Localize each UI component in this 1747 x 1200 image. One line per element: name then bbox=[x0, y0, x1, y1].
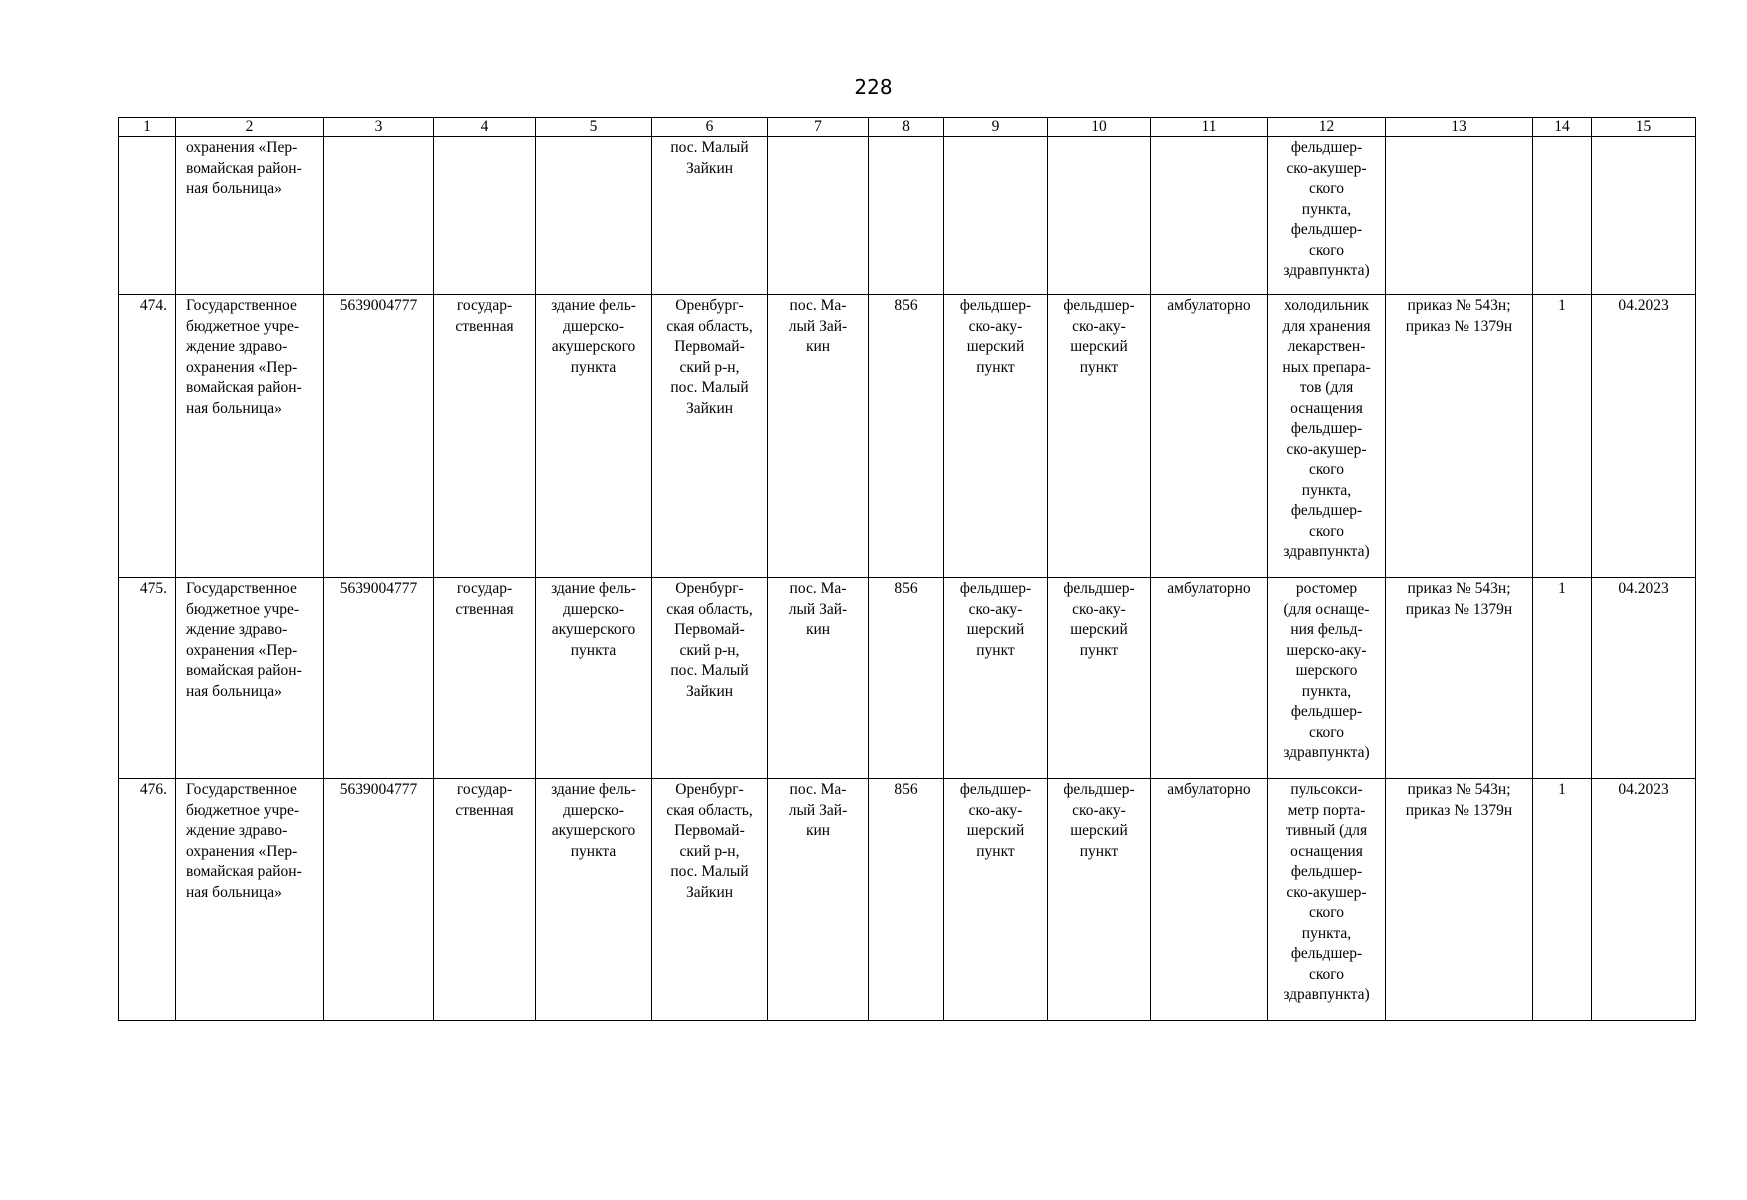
column-number: 15 bbox=[1592, 118, 1696, 137]
column-number: 1 bbox=[119, 118, 176, 137]
cell-population: 856 bbox=[869, 295, 944, 578]
cell-care-form: амбулаторно bbox=[1151, 295, 1268, 578]
cell-quantity: 1 bbox=[1533, 779, 1592, 1021]
cell-address: Оренбург- ская область, Первомай- ский р-н, пос. Малый Зайкин bbox=[652, 779, 768, 1021]
cell-organization: Государственное бюджетное учре- ждение здраво- охранения «Пер- вомайская район- ная больница» bbox=[176, 779, 324, 1021]
cell-address: Оренбург- ская область, Первомай- ский р-н, пос. Малый Зайкин bbox=[652, 295, 768, 578]
page-number: 228 bbox=[854, 75, 893, 99]
column-number: 3 bbox=[324, 118, 434, 137]
cell-date: 04.2023 bbox=[1592, 779, 1696, 1021]
cell-equipment: пульсокси- метр порта- тивный (для оснащения фельдшер- ско-акушер- ского пункта, фельдшер- ского здравпункта) bbox=[1268, 779, 1386, 1021]
cell-facility-type: фельдшер- ско-аку- шерский пункт bbox=[1048, 295, 1151, 578]
cell-locality: пос. Ма- лый Зай- кин bbox=[768, 295, 869, 578]
continued-row bbox=[119, 137, 1696, 295]
cell-empty bbox=[324, 137, 434, 295]
cell-facility-type: фельдшер- ско-аку- шерский пункт bbox=[944, 779, 1048, 1021]
cell-care-form: амбулаторно bbox=[1151, 779, 1268, 1021]
cell-inn: 5639004777 bbox=[324, 578, 434, 779]
cell-address: Оренбург- ская область, Первомай- ский р-н, пос. Малый Зайкин bbox=[652, 578, 768, 779]
cell-empty bbox=[1533, 137, 1592, 295]
column-number: 14 bbox=[1533, 118, 1592, 137]
cell-empty bbox=[536, 137, 652, 295]
cell-quantity: 1 bbox=[1533, 295, 1592, 578]
cell-order: приказ № 543н; приказ № 1379н bbox=[1386, 779, 1533, 1021]
cell-inn: 5639004777 bbox=[324, 295, 434, 578]
column-number: 10 bbox=[1048, 118, 1151, 137]
column-number: 4 bbox=[434, 118, 536, 137]
cell-organization: Государственное бюджетное учре- ждение здраво- охранения «Пер- вомайская район- ная больница» bbox=[176, 295, 324, 578]
column-number: 2 bbox=[176, 118, 324, 137]
column-number: 11 bbox=[1151, 118, 1268, 137]
cell-date: 04.2023 bbox=[1592, 578, 1696, 779]
cell-equipment: ростомер (для оснаще- ния фельд- шерско-аку- шерского пункта, фельдшер- ского здравпункта) bbox=[1268, 578, 1386, 779]
cell-row-number: 476. bbox=[119, 779, 176, 1021]
cell-building: здание фель- дшерско- акушерского пункта bbox=[536, 295, 652, 578]
cell-ownership: государ- ственная bbox=[434, 578, 536, 779]
cell-empty bbox=[434, 137, 536, 295]
cell-equipment: фельдшер- ско-акушер- ского пункта, фельдшер- ского здравпункта) bbox=[1268, 137, 1386, 295]
column-number: 7 bbox=[768, 118, 869, 137]
column-number-row bbox=[119, 118, 1696, 137]
cell-address: пос. Малый Зайкин bbox=[652, 137, 768, 295]
table-row bbox=[119, 779, 1696, 1021]
register-table bbox=[118, 117, 1696, 1021]
cell-row-number: 474. bbox=[119, 295, 176, 578]
cell-population: 856 bbox=[869, 578, 944, 779]
cell-ownership: государ- ственная bbox=[434, 295, 536, 578]
cell-facility-type: фельдшер- ско-аку- шерский пункт bbox=[1048, 578, 1151, 779]
cell-empty bbox=[1151, 137, 1268, 295]
cell-ownership: государ- ственная bbox=[434, 779, 536, 1021]
cell-equipment: холодильник для хранения лекарствен- ных препара- тов (для оснащения фельдшер- ско-акушер- ского пункта, фельдшер- ского здравпункта) bbox=[1268, 295, 1386, 578]
column-number: 9 bbox=[944, 118, 1048, 137]
column-number: 8 bbox=[869, 118, 944, 137]
cell-empty bbox=[1048, 137, 1151, 295]
column-number: 12 bbox=[1268, 118, 1386, 137]
cell-order: приказ № 543н; приказ № 1379н bbox=[1386, 295, 1533, 578]
cell-facility-type: фельдшер- ско-аку- шерский пункт bbox=[1048, 779, 1151, 1021]
cell-quantity: 1 bbox=[1533, 578, 1592, 779]
cell-organization: охранения «Пер- вомайская район- ная больница» bbox=[176, 137, 324, 295]
cell-facility-type: фельдшер- ско-аку- шерский пункт bbox=[944, 295, 1048, 578]
cell-building: здание фель- дшерско- акушерского пункта bbox=[536, 578, 652, 779]
cell-order: приказ № 543н; приказ № 1379н bbox=[1386, 578, 1533, 779]
cell-empty bbox=[1592, 137, 1696, 295]
cell-row-number: 475. bbox=[119, 578, 176, 779]
cell-facility-type: фельдшер- ско-аку- шерский пункт bbox=[944, 578, 1048, 779]
cell-empty bbox=[944, 137, 1048, 295]
cell-locality: пос. Ма- лый Зай- кин bbox=[768, 779, 869, 1021]
column-number: 5 bbox=[536, 118, 652, 137]
cell-empty bbox=[768, 137, 869, 295]
cell-population: 856 bbox=[869, 779, 944, 1021]
cell-building: здание фель- дшерско- акушерского пункта bbox=[536, 779, 652, 1021]
cell-empty bbox=[869, 137, 944, 295]
column-number: 13 bbox=[1386, 118, 1533, 137]
cell-date: 04.2023 bbox=[1592, 295, 1696, 578]
cell-empty bbox=[1386, 137, 1533, 295]
cell-locality: пос. Ма- лый Зай- кин bbox=[768, 578, 869, 779]
table-row bbox=[119, 578, 1696, 779]
cell-inn: 5639004777 bbox=[324, 779, 434, 1021]
table-row bbox=[119, 295, 1696, 578]
cell-organization: Государственное бюджетное учре- ждение здраво- охранения «Пер- вомайская район- ная больница» bbox=[176, 578, 324, 779]
column-number: 6 bbox=[652, 118, 768, 137]
cell-empty bbox=[119, 137, 176, 295]
cell-care-form: амбулаторно bbox=[1151, 578, 1268, 779]
